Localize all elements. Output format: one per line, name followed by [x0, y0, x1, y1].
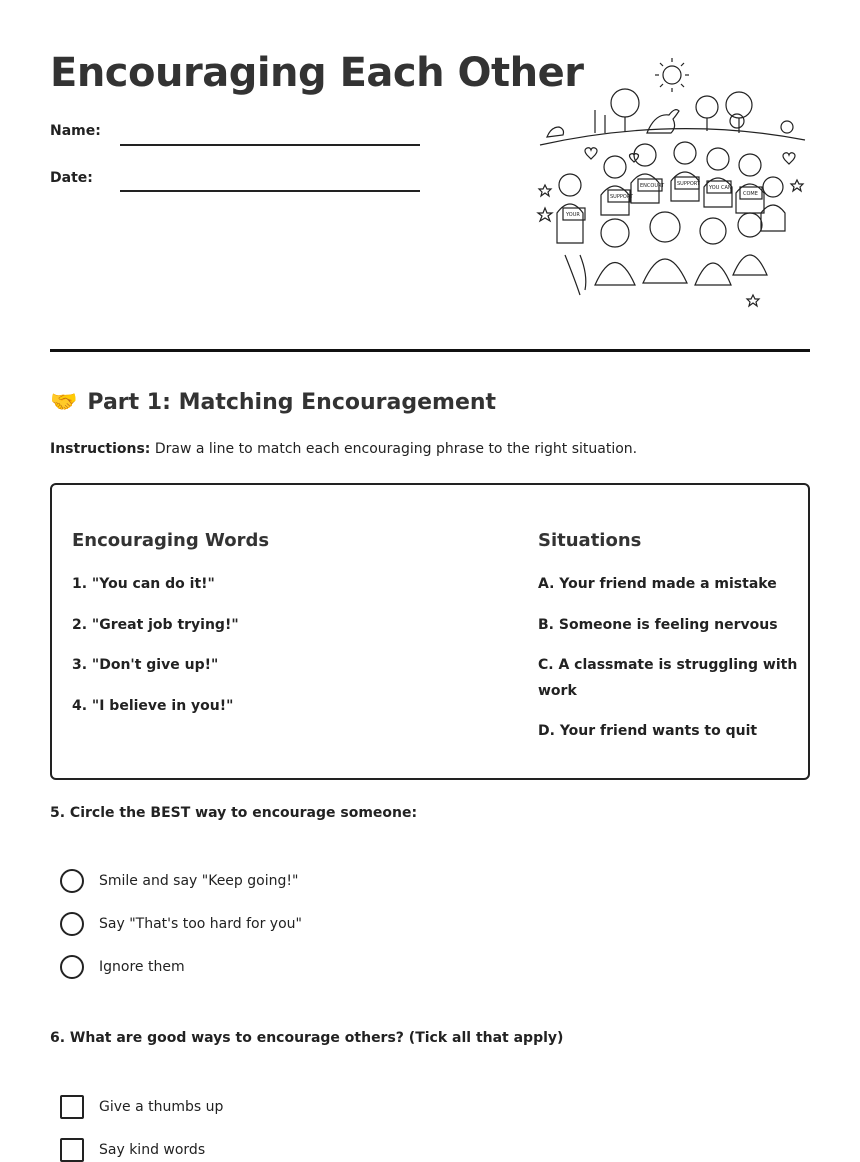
situation-item-c[interactable]: C. A classmate is struggling with work: [538, 657, 798, 699]
handshake-icon: 🤝: [50, 390, 78, 415]
instructions: [50, 441, 637, 457]
situation-item-a[interactable]: A. Your friend made a mistake: [538, 576, 777, 592]
q6-option-label: Give a thumbs up: [99, 1099, 224, 1115]
svg-text:ENCOURT: ENCOURT: [640, 183, 665, 189]
word-item-2[interactable]: 2. "Great job trying!": [72, 617, 239, 633]
q5-option-1[interactable]: [60, 869, 298, 893]
svg-text:SUPPORT: SUPPORT: [610, 194, 633, 200]
svg-text:SUPPORT: SUPPORT: [677, 181, 700, 187]
situation-item-b[interactable]: B. Someone is feeling nervous: [538, 617, 778, 633]
q6-option-2[interactable]: [60, 1138, 205, 1162]
section-divider: [50, 349, 810, 352]
radio-circle-icon[interactable]: [60, 869, 84, 893]
question-5: 5. Circle the BEST way to encourage someone:: [50, 805, 418, 821]
question-6: 6. What are good ways to encourage others? (Tick all that apply): [50, 1030, 564, 1046]
matching-box: [50, 483, 810, 780]
date-field-line[interactable]: [120, 190, 420, 192]
word-item-3[interactable]: 3. "Don't give up!": [72, 657, 219, 673]
svg-text:YOU CAN: YOU CAN: [709, 185, 732, 191]
q5-option-2[interactable]: [60, 912, 302, 936]
q6-option-1[interactable]: [60, 1095, 223, 1119]
sun-icon: [655, 58, 689, 92]
checkbox-icon[interactable]: [60, 1095, 84, 1119]
q6-option-label: Say kind words: [99, 1142, 206, 1158]
svg-text:COME: COME: [743, 191, 758, 197]
date-label: Date:: [50, 170, 93, 186]
encouraging-words-title: Encouraging Words: [72, 530, 270, 551]
children-circle-illustration: [535, 55, 810, 310]
worksheet-title: Encouraging Each Other: [50, 50, 584, 96]
situation-item-d[interactable]: D. Your friend wants to quit: [538, 723, 758, 739]
q5-option-3[interactable]: [60, 955, 185, 979]
q5-option-label: Ignore them: [99, 959, 185, 975]
word-item-1[interactable]: 1. "You can do it!": [72, 576, 215, 592]
word-item-4[interactable]: 4. "I believe in you!": [72, 698, 234, 714]
part1-heading: [50, 390, 496, 415]
part1-heading-text: Part 1: Matching Encouragement: [87, 390, 497, 415]
name-label: Name:: [50, 123, 101, 139]
children-front-row: [565, 212, 767, 295]
name-field-line[interactable]: [120, 144, 420, 146]
svg-text:YOUR: YOUR: [566, 212, 580, 218]
instructions-label: Instructions:: [50, 441, 151, 457]
situations-title: Situations: [538, 530, 642, 551]
q5-option-label: Smile and say "Keep going!": [99, 873, 299, 889]
instructions-text: Draw a line to match each encouraging phrase to the right situation.: [150, 441, 638, 457]
checkbox-icon[interactable]: [60, 1138, 84, 1162]
radio-circle-icon[interactable]: [60, 955, 84, 979]
q5-option-label: Say "That's too hard for you": [99, 916, 302, 932]
radio-circle-icon[interactable]: [60, 912, 84, 936]
